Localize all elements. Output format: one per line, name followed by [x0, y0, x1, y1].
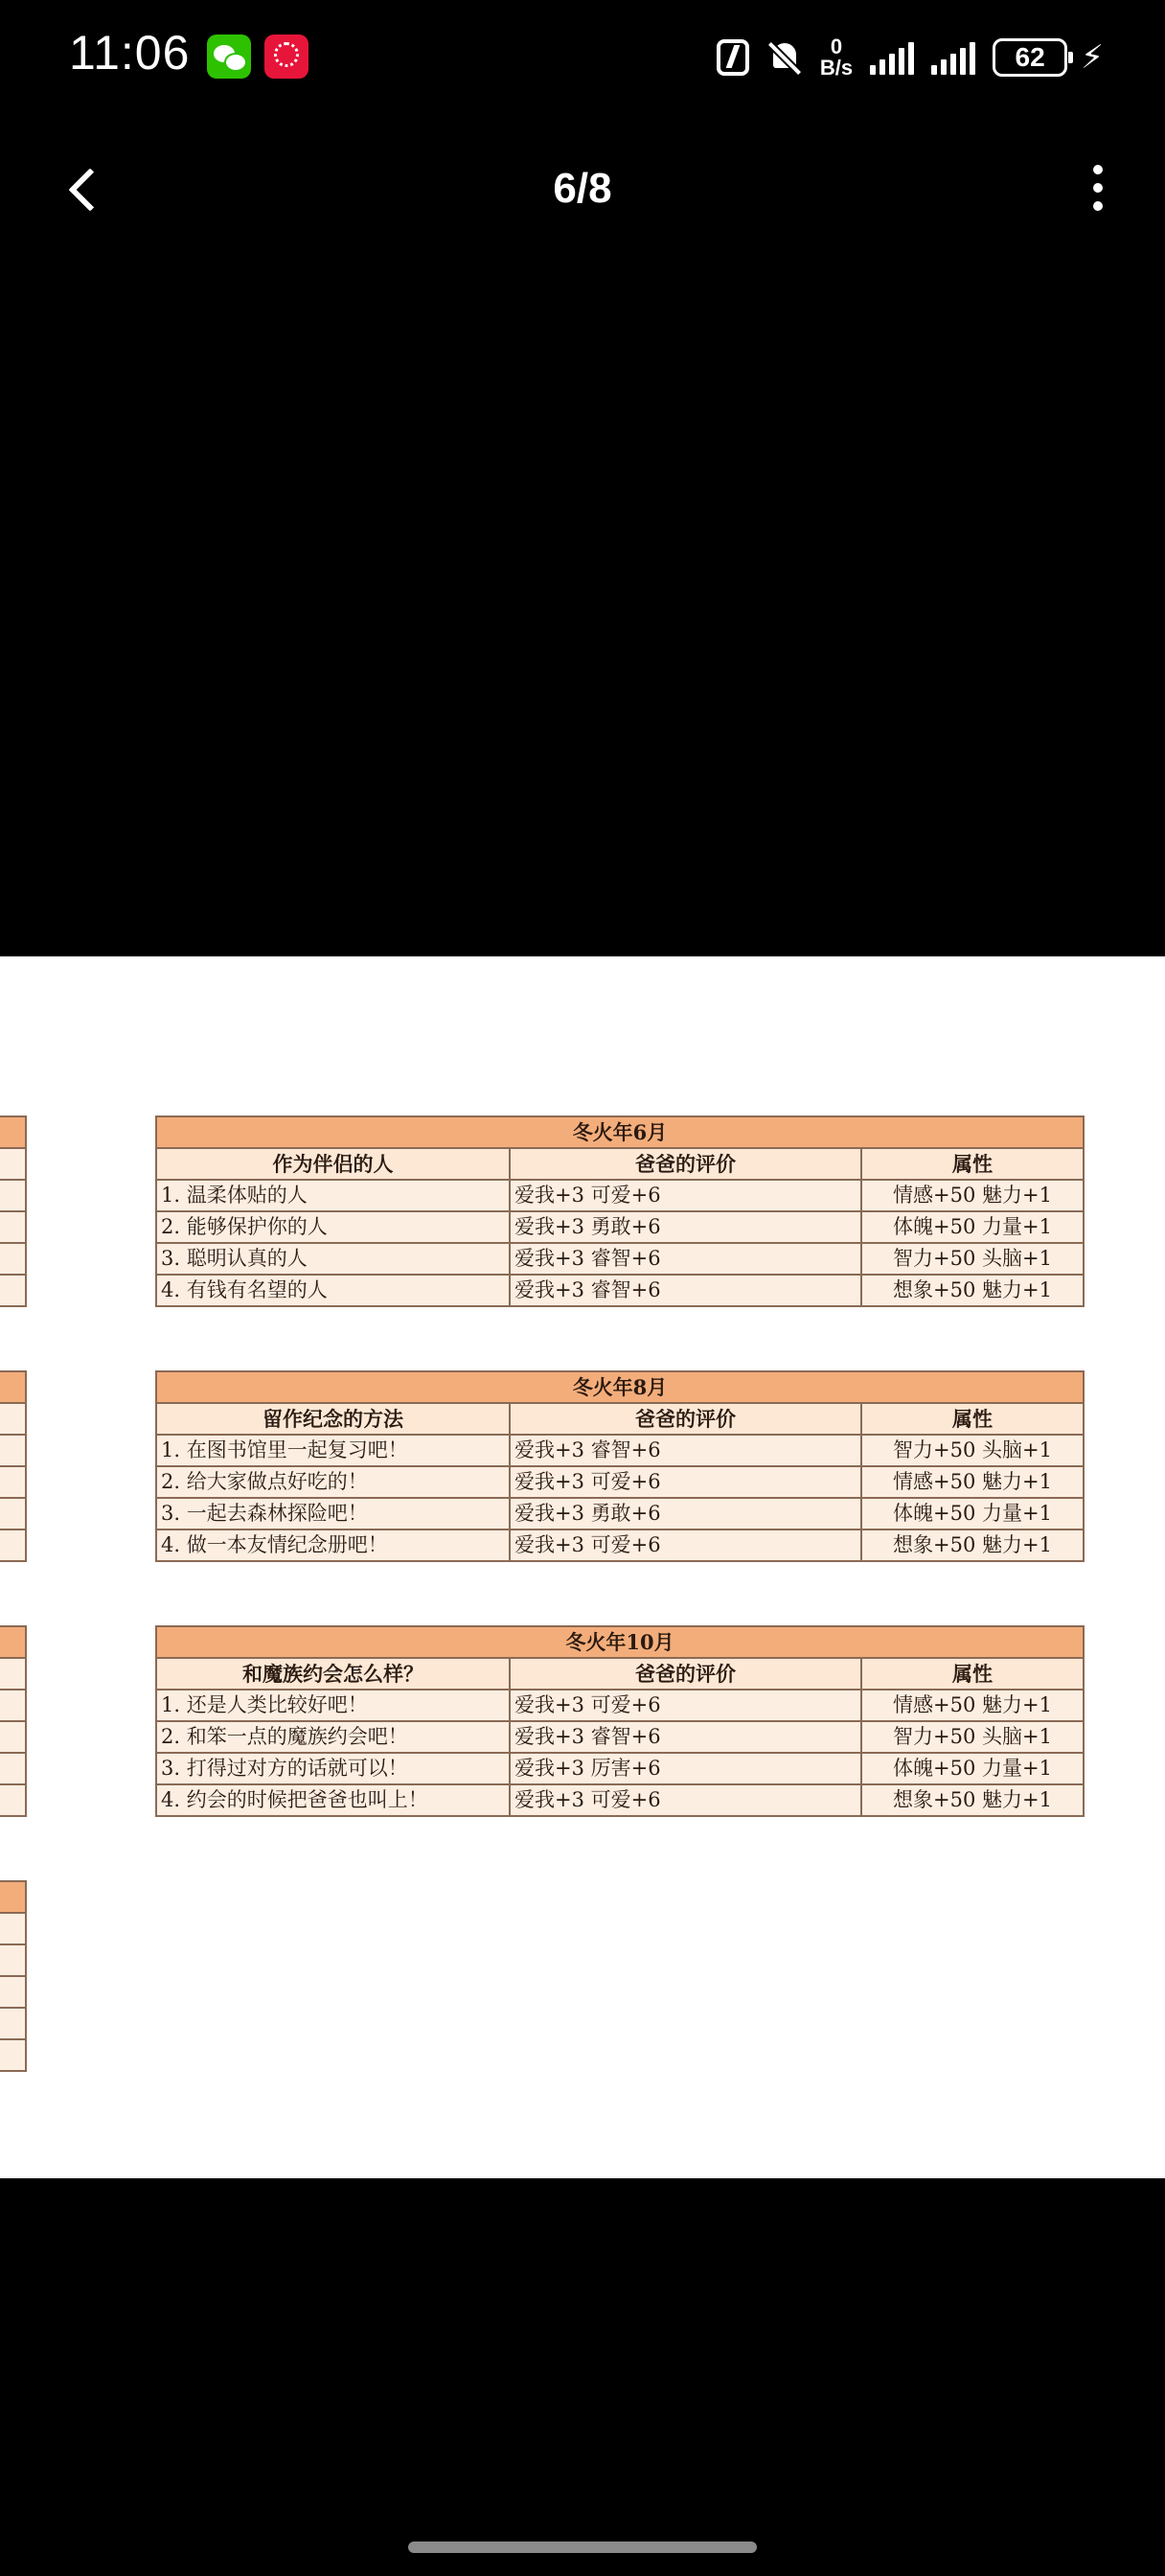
evaluation-cell: 爱我+3 可爱+6 [510, 1784, 861, 1816]
partial-table-edge [0, 1880, 27, 2072]
attribute-cell: 想象+50 魅力+1 [861, 1784, 1084, 1816]
partial-table-edge [0, 1116, 27, 1307]
attribute-cell: 情感+50 魅力+1 [861, 1466, 1084, 1498]
attribute-cell: 体魄+50 力量+1 [861, 1211, 1084, 1243]
column-header: 属性 [861, 1148, 1084, 1180]
choice-cell: 1. 在图书馆里一起复习吧！ [156, 1435, 510, 1466]
attribute-cell: 智力+50 头脑+1 [861, 1435, 1084, 1466]
column-header: 爸爸的评价 [510, 1658, 861, 1690]
battery-icon [993, 38, 1067, 77]
table-title: 冬火年10月 [156, 1626, 1084, 1658]
choice-cell: 4. 做一本友情纪念册吧！ [156, 1530, 510, 1561]
evaluation-cell: 爱我+3 可爱+6 [510, 1466, 861, 1498]
column-header: 和魔族约会怎么样？ [156, 1658, 510, 1690]
choice-table [155, 1625, 1085, 1817]
choice-table [155, 1116, 1085, 1307]
table-row [156, 1435, 1084, 1466]
charging-icon: ⚡︎ [1081, 38, 1104, 77]
evaluation-cell: 爱我+3 勇敢+6 [510, 1211, 861, 1243]
network-speed-unit: B/s [819, 56, 854, 80]
signal-icon-secondary [931, 40, 975, 75]
table-title: 冬火年6月 [156, 1116, 1084, 1148]
status-bar [0, 0, 1165, 115]
table-row [156, 1466, 1084, 1498]
page-counter: 6/8 [553, 165, 612, 212]
table-row [156, 1721, 1084, 1753]
attribute-cell: 智力+50 头脑+1 [861, 1721, 1084, 1753]
evaluation-cell: 爱我+3 可爱+6 [510, 1530, 861, 1561]
column-header: 爸爸的评价 [510, 1148, 861, 1180]
choice-cell: 2. 和笨一点的魔族约会吧！ [156, 1721, 510, 1753]
viewer-top-bar [0, 144, 1165, 232]
table-row [156, 1753, 1084, 1784]
table-row [156, 1530, 1084, 1561]
table-row [156, 1211, 1084, 1243]
attribute-cell: 体魄+50 力量+1 [861, 1498, 1084, 1530]
attribute-cell: 体魄+50 力量+1 [861, 1753, 1084, 1784]
evaluation-cell: 爱我+3 勇敢+6 [510, 1498, 861, 1530]
table-row [156, 1275, 1084, 1306]
attribute-cell: 智力+50 头脑+1 [861, 1243, 1084, 1275]
image-viewer-photo[interactable] [0, 956, 1165, 2178]
column-header: 属性 [861, 1658, 1084, 1690]
table-row [156, 1690, 1084, 1721]
choice-cell: 1. 还是人类比较好吧！ [156, 1690, 510, 1721]
partial-table-edge [0, 1370, 27, 1562]
nfc-icon [717, 39, 749, 76]
taobao-icon [264, 34, 308, 79]
evaluation-cell: 爱我+3 厉害+6 [510, 1753, 861, 1784]
table-row [156, 1784, 1084, 1816]
table-row [156, 1498, 1084, 1530]
network-speed [820, 36, 853, 79]
column-header: 作为伴侣的人 [156, 1148, 510, 1180]
choice-cell: 3. 一起去森林探险吧！ [156, 1498, 510, 1530]
choice-cell: 2. 给大家做点好吃的！ [156, 1466, 510, 1498]
attribute-cell: 情感+50 魅力+1 [861, 1180, 1084, 1211]
attribute-cell: 情感+50 魅力+1 [861, 1690, 1084, 1721]
attribute-cell: 想象+50 魅力+1 [861, 1275, 1084, 1306]
network-speed-value: 0 [830, 34, 843, 58]
signal-icon [870, 40, 914, 75]
wechat-icon [207, 34, 251, 79]
choice-cell: 2. 能够保护你的人 [156, 1211, 510, 1243]
home-indicator[interactable] [408, 2542, 757, 2553]
status-indicators [717, 29, 1104, 86]
choice-cell: 3. 聪明认真的人 [156, 1243, 510, 1275]
partial-table-edge [0, 1625, 27, 1817]
battery-level: 62 [1015, 42, 1045, 72]
evaluation-cell: 爱我+3 睿智+6 [510, 1243, 861, 1275]
evaluation-cell: 爱我+3 睿智+6 [510, 1435, 861, 1466]
table-row [156, 1243, 1084, 1275]
evaluation-cell: 爱我+3 可爱+6 [510, 1690, 861, 1721]
table-title: 冬火年8月 [156, 1371, 1084, 1403]
evaluation-cell: 爱我+3 睿智+6 [510, 1275, 861, 1306]
more-options-icon[interactable] [1081, 163, 1115, 213]
choice-table [155, 1370, 1085, 1562]
attribute-cell: 想象+50 魅力+1 [861, 1530, 1084, 1561]
choice-cell: 4. 约会的时候把爸爸也叫上！ [156, 1784, 510, 1816]
status-time: 11:06 [69, 26, 191, 80]
column-header: 爸爸的评价 [510, 1403, 861, 1435]
table-row [156, 1180, 1084, 1211]
mute-icon [766, 39, 803, 76]
evaluation-cell: 爱我+3 睿智+6 [510, 1721, 861, 1753]
column-header: 留作纪念的方法 [156, 1403, 510, 1435]
evaluation-cell: 爱我+3 可爱+6 [510, 1180, 861, 1211]
choice-cell: 3. 打得过对方的话就可以！ [156, 1753, 510, 1784]
choice-cell: 4. 有钱有名望的人 [156, 1275, 510, 1306]
column-header: 属性 [861, 1403, 1084, 1435]
choice-cell: 1. 温柔体贴的人 [156, 1180, 510, 1211]
